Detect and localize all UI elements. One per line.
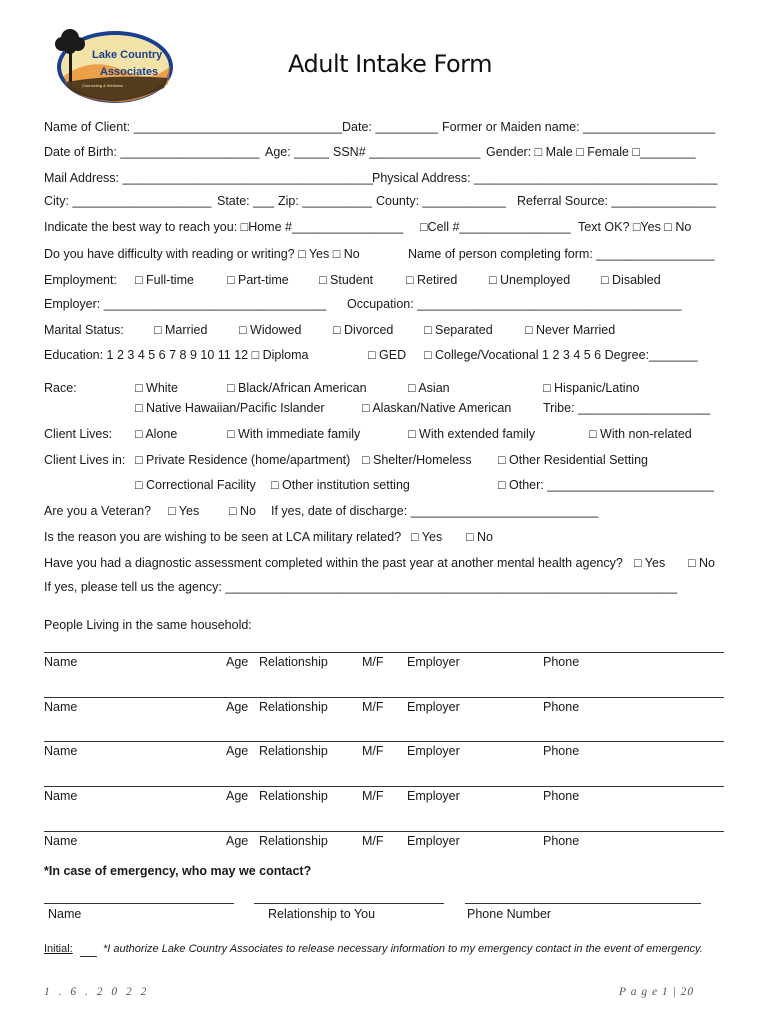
svg-text:Associates: Associates [100,66,159,78]
household-row-line[interactable] [44,652,724,653]
dob-field[interactable]: Date of Birth: ____________________ [44,145,260,159]
emergency-relationship-line[interactable] [254,903,444,904]
emergency-phone-line[interactable] [465,903,701,904]
emergency-phone-label: Phone Number [467,907,552,921]
page-title: Adult Intake Form [288,50,492,78]
household-phone-label: Phone [543,744,580,758]
residence-private[interactable]: □ Private Residence (home/apartment) [135,453,351,467]
household-relationship-label: Relationship [259,789,328,803]
household-relationship-label: Relationship [259,655,328,669]
military-yes[interactable]: □ Yes [411,530,443,544]
marital-separated[interactable]: □ Separated [424,323,493,337]
agency-field[interactable]: If yes, please tell us the agency: _________________________________________________________________ [44,580,678,594]
footer-date: 1 . 6 . 2 0 2 2 [44,986,150,998]
person-completing-field[interactable]: Name of person completing form: _________________ [408,247,715,261]
emergency-name-line[interactable] [44,903,234,904]
residence-other-setting[interactable]: □ Other Residential Setting [498,453,648,467]
diagnostic-no[interactable]: □ No [688,556,716,570]
military-question: Is the reason you are wishing to be seen at LCA military related? [44,530,402,544]
client-lives-label: Client Lives: [44,427,113,441]
gender-options[interactable]: Gender: □ Male □ Female □________ [486,145,696,159]
household-employer-label: Employer [407,744,460,758]
marital-widowed[interactable]: □ Widowed [239,323,302,337]
mail-address-field[interactable]: Mail Address: ____________________________________ [44,171,373,185]
race-white[interactable]: □ White [135,381,178,395]
household-employer-label: Employer [407,700,460,714]
emergency-title: *In case of emergency, who may we contact? [44,864,312,878]
race-label: Race: [44,381,77,395]
household-age-label: Age [226,789,249,803]
city-field[interactable]: City: ____________________ [44,194,212,208]
county-field[interactable]: County: ____________ [376,194,506,208]
maiden-name-field[interactable]: Former or Maiden name: ___________________ [442,120,716,134]
client-lives-in-label: Client Lives in: [44,453,126,467]
household-row-line[interactable] [44,697,724,698]
education-grade-options[interactable]: Education: 1 2 3 4 5 6 7 8 9 10 11 12 □ Diploma [44,348,309,362]
date-field[interactable]: Date: _________ [342,120,438,134]
home-phone-field[interactable]: Indicate the best way to reach you: □Home #________________ [44,220,404,234]
discharge-date-field[interactable]: If yes, date of discharge: ___________________________ [271,504,599,518]
referral-source-field[interactable]: Referral Source: _______________ [517,194,716,208]
employment-student[interactable]: □ Student [319,273,374,287]
household-employer-label: Employer [407,834,460,848]
household-mf-label: M/F [362,700,384,714]
employment-unemployed[interactable]: □ Unemployed [489,273,571,287]
cell-phone-field[interactable]: □Cell #________________ [420,220,571,234]
residence-other-institution[interactable]: □ Other institution setting [271,478,410,492]
employment-retired[interactable]: □ Retired [406,273,458,287]
education-college[interactable]: □ College/Vocational 1 2 3 4 5 6 Degree:_______ [424,348,698,362]
marital-divorced[interactable]: □ Divorced [333,323,394,337]
household-employer-label: Employer [407,789,460,803]
ssn-field[interactable]: SSN# ________________ [333,145,481,159]
page-number: P a g e 1 | 20 [619,986,695,998]
occupation-field[interactable]: Occupation: ______________________________________ [347,297,682,311]
household-relationship-label: Relationship [259,700,328,714]
diagnostic-question: Have you had a diagnostic assessment completed within the past year at another mental health agency? [44,556,623,570]
veteran-yes[interactable]: □ Yes [168,504,200,518]
household-relationship-label: Relationship [259,834,328,848]
svg-text:Counseling & Wellness: Counseling & Wellness [82,83,124,88]
household-name-label: Name [44,655,78,669]
authorization-statement: *I authorize Lake Country Associates to release necessary information to my emergency contact in the event of emergency. [103,943,703,955]
zip-field[interactable]: Zip: __________ [278,194,372,208]
residence-other-field[interactable]: □ Other: ________________________ [498,478,715,492]
veteran-question: Are you a Veteran? [44,504,152,518]
svg-text:Lake Country: Lake Country [92,49,163,61]
race-hispanic[interactable]: □ Hispanic/Latino [543,381,640,395]
household-mf-label: M/F [362,789,384,803]
household-mf-label: M/F [362,834,384,848]
age-field[interactable]: Age: _____ [265,145,329,159]
employer-field[interactable]: Employer: ________________________________ [44,297,327,311]
lake-country-logo [52,26,174,106]
household-name-label: Name [44,700,78,714]
text-ok-options[interactable]: Text OK? □Yes □ No [578,220,692,234]
household-name-label: Name [44,834,78,848]
veteran-no[interactable]: □ No [229,504,257,518]
household-row-line[interactable] [44,786,724,787]
education-ged[interactable]: □ GED [368,348,407,362]
household-name-label: Name [44,744,78,758]
initial-line[interactable] [80,956,97,957]
race-black[interactable]: □ Black/African American [227,381,367,395]
lives-non-related[interactable]: □ With non-related [589,427,692,441]
household-age-label: Age [226,834,249,848]
race-alaskan-native[interactable]: □ Alaskan/Native American [362,401,512,415]
marital-never-married[interactable]: □ Never Married [525,323,616,337]
household-phone-label: Phone [543,700,580,714]
residence-shelter[interactable]: □ Shelter/Homeless [362,453,472,467]
race-native-hawaiian[interactable]: □ Native Hawaiian/Pacific Islander [135,401,325,415]
client-name-field[interactable]: Name of Client: ______________________________ [44,120,343,134]
household-phone-label: Phone [543,655,580,669]
marital-status-label: Marital Status: [44,323,124,337]
race-asian[interactable]: □ Asian [408,381,450,395]
household-row-line[interactable] [44,741,724,742]
household-mf-label: M/F [362,655,384,669]
household-phone-label: Phone [543,834,580,848]
reading-difficulty-options[interactable]: Do you have difficulty with reading or writing? □ Yes □ No [44,247,360,261]
lives-extended-family[interactable]: □ With extended family [408,427,536,441]
household-name-label: Name [44,789,78,803]
lives-alone[interactable]: □ Alone [135,427,178,441]
residence-correctional[interactable]: □ Correctional Facility [135,478,256,492]
employment-fulltime[interactable]: □ Full-time [135,273,194,287]
household-age-label: Age [226,700,249,714]
employment-parttime[interactable]: □ Part-time [227,273,289,287]
employment-disabled[interactable]: □ Disabled [601,273,661,287]
household-relationship-label: Relationship [259,744,328,758]
emergency-name-label: Name [48,907,82,921]
household-age-label: Age [226,744,249,758]
household-phone-label: Phone [543,789,580,803]
physical-address-field[interactable]: Physical Address: ___________________________________ [372,171,718,185]
tribe-field[interactable]: Tribe: ___________________ [543,401,711,415]
emergency-relationship-label: Relationship to You [268,907,376,921]
household-employer-label: Employer [407,655,460,669]
initial-label: Initial: [44,943,73,955]
diagnostic-yes[interactable]: □ Yes [634,556,666,570]
marital-married[interactable]: □ Married [154,323,208,337]
military-no[interactable]: □ No [466,530,494,544]
household-age-label: Age [226,655,249,669]
household-mf-label: M/F [362,744,384,758]
household-title: People Living in the same household: [44,618,252,632]
lives-immediate-family[interactable]: □ With immediate family [227,427,361,441]
employment-label: Employment: [44,273,117,287]
household-row-line[interactable] [44,831,724,832]
state-field[interactable]: State: ___ [217,194,274,208]
